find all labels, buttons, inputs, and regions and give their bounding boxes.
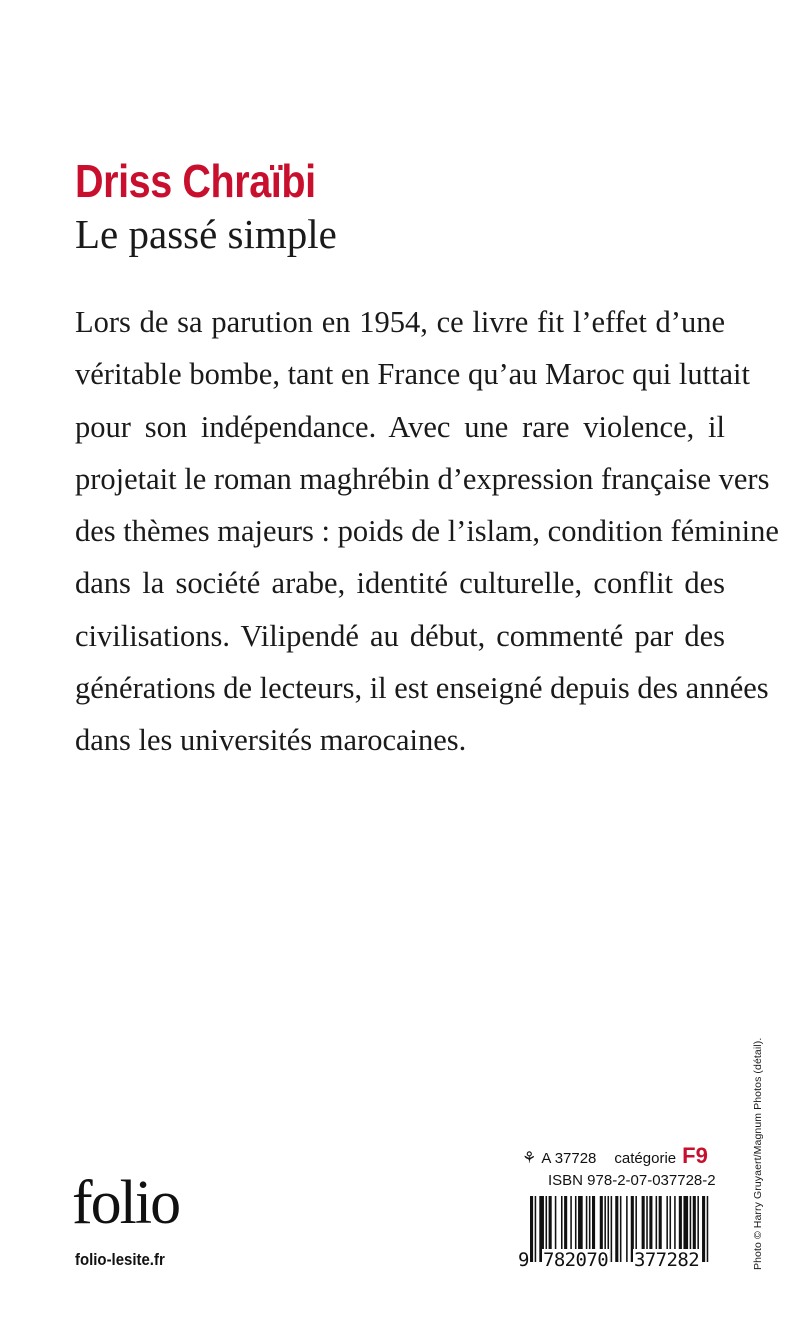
summary-line: pour son indépendance. Avec une rare violence, il (75, 409, 725, 444)
barcode-left-digits: 782070 (543, 1249, 609, 1271)
summary-line: générations de lecteurs, il est enseigné depuis des années (75, 671, 769, 706)
barcode-bar (626, 1196, 628, 1262)
barcode-bar (615, 1196, 618, 1262)
category-label: catégorie (614, 1150, 677, 1167)
author-name: Driss Chraïbi (75, 155, 316, 207)
catalog-info (522, 1143, 722, 1169)
isbn: ISBN 978-2-07-037728-2 (548, 1172, 716, 1189)
barcode-bar (620, 1196, 622, 1262)
summary-text (75, 296, 779, 767)
publisher-website[interactable]: folio-lesite.fr (75, 1250, 165, 1269)
summary-line: civilisations. Vilipendé au début, commenté par des (75, 618, 725, 653)
barcode-bar (535, 1196, 537, 1262)
barcode-right-digits: 377282 (634, 1249, 700, 1271)
summary-line: projetait le roman maghrébin d’expression française vers (75, 461, 770, 496)
summary-line: véritable bombe, tant en France qu’au Maroc qui luttait (75, 357, 751, 392)
publisher-glyph-icon: ⚘ (522, 1150, 537, 1167)
barcode-bar (707, 1196, 709, 1262)
barcode-bar (530, 1196, 533, 1262)
book-title: Le passé simple (75, 211, 337, 257)
barcode (518, 1196, 726, 1276)
summary-line: dans la société arabe, identité culturelle, conflit des (75, 566, 725, 601)
summary-line: des thèmes majeurs : poids de l’islam, condition féminine (75, 514, 779, 549)
barcode-bar (611, 1196, 613, 1262)
summary-line: Lors de sa parution en 1954, ce livre fit l’effet d’une (75, 305, 725, 339)
folio-logo: folio (72, 1169, 180, 1237)
catalog-code: A 37728 (541, 1150, 597, 1167)
category-value: F9 (682, 1143, 708, 1168)
barcode-first-digit: 9 (518, 1249, 530, 1271)
summary-line: dans les universités marocaines. (75, 723, 467, 758)
photo-credit: Photo © Harry Gruyaert/Magnum Photos (détail). (752, 1037, 764, 1270)
barcode-bar (702, 1196, 705, 1262)
